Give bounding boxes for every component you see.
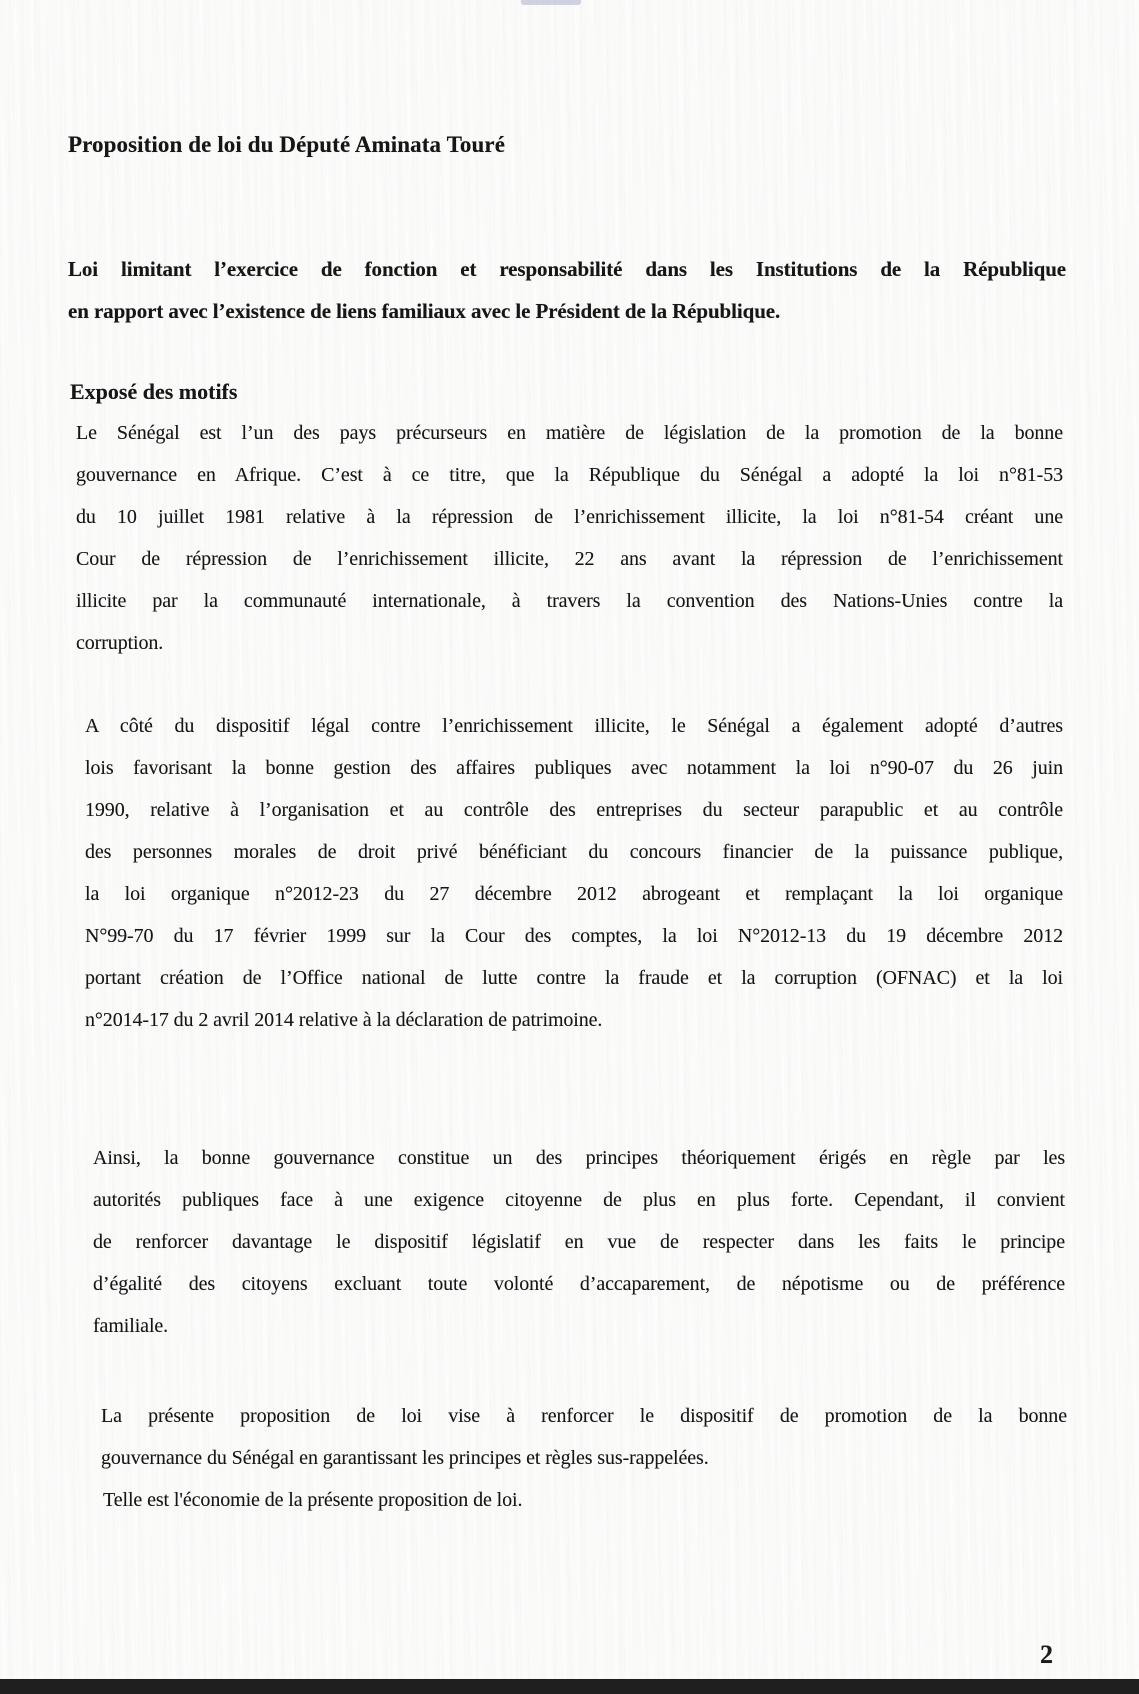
text-line: autorités publiques face à une exigence citoyenne de plus en plus forte. Cependant, il convient bbox=[93, 1189, 1065, 1211]
text-line: gouvernance du Sénégal en garantissant les principes et règles sus-rappelées. bbox=[101, 1447, 709, 1469]
text-line: Loi limitant l’exercice de fonction et responsabilité dans les Institutions de la République bbox=[68, 257, 1066, 281]
text-line: gouvernance en Afrique. C’est à ce titre, que la République du Sénégal a adopté la loi n°81-53 bbox=[76, 464, 1063, 486]
text-line: Le Sénégal est l’un des pays précurseurs en matière de législation de la promotion de la bonne bbox=[76, 422, 1063, 444]
text-line: du 10 juillet 1981 relative à la répression de l’enrichissement illicite, la loi n°81-54 créant une bbox=[76, 506, 1063, 528]
text-line: N°99-70 du 17 février 1999 sur la Cour des comptes, la loi N°2012-13 du 19 décembre 2012 bbox=[85, 925, 1063, 947]
scanner-edge-artifact bbox=[521, 0, 581, 5]
scanner-bottom-bar bbox=[0, 1679, 1139, 1694]
text-line: illicite par la communauté internationale, à travers la convention des Nations-Unies contre la bbox=[76, 590, 1063, 612]
law-title bbox=[68, 248, 1066, 332]
page-number: 2 bbox=[1040, 1640, 1053, 1669]
text-line: Cour de répression de l’enrichissement illicite, 22 ans avant la répression de l’enrichissement bbox=[76, 548, 1063, 570]
text-line: la loi organique n°2012-23 du 27 décembre 2012 abrogeant et remplaçant la loi organique bbox=[85, 883, 1063, 905]
text-line: d’égalité des citoyens excluant toute volonté d’accaparement, de népotisme ou de préférence bbox=[93, 1273, 1065, 1295]
text-line: Ainsi, la bonne gouvernance constitue un des principes théoriquement érigés en règle par les bbox=[93, 1147, 1065, 1169]
text-line: portant création de l’Office national de lutte contre la fraude et la corruption (OFNAC) et la loi bbox=[85, 967, 1063, 989]
paragraph-other-laws bbox=[85, 705, 1063, 1041]
text-line: n°2014-17 du 2 avril 2014 relative à la déclaration de patrimoine. bbox=[85, 1009, 603, 1031]
paragraph-closing bbox=[103, 1479, 1069, 1521]
text-line: A côté du dispositif légal contre l’enrichissement illicite, le Sénégal a également adopté d’autres bbox=[85, 715, 1063, 737]
text-line: La présente proposition de loi vise à renforcer le dispositif de promotion de la bonne bbox=[101, 1405, 1067, 1427]
text-line: de renforcer davantage le dispositif législatif en vue de respecter dans les faits le principe bbox=[93, 1231, 1065, 1253]
document-header: Proposition de loi du Député Aminata Touré bbox=[68, 132, 506, 157]
text-line: 1990, relative à l’organisation et au contrôle des entreprises du secteur parapublic et au contrôle bbox=[85, 799, 1063, 821]
paragraph-proposal-purpose bbox=[101, 1395, 1067, 1479]
text-line: en rapport avec l’existence de liens familiaux avec le Président de la République. bbox=[68, 299, 781, 323]
text-line: des personnes morales de droit privé bénéficiant du concours financier de la puissance publique, bbox=[85, 841, 1063, 863]
paragraph-good-governance bbox=[93, 1137, 1065, 1347]
section-heading: Exposé des motifs bbox=[70, 379, 238, 404]
text-line: lois favorisant la bonne gestion des affaires publiques avec notamment la loi n°90-07 du 26 juin bbox=[85, 757, 1063, 779]
text-line: corruption. bbox=[76, 632, 164, 654]
paragraph-legislation-history bbox=[76, 412, 1063, 664]
text-line: Telle est l'économie de la présente proposition de loi. bbox=[103, 1489, 523, 1511]
text-line: familiale. bbox=[93, 1315, 169, 1337]
